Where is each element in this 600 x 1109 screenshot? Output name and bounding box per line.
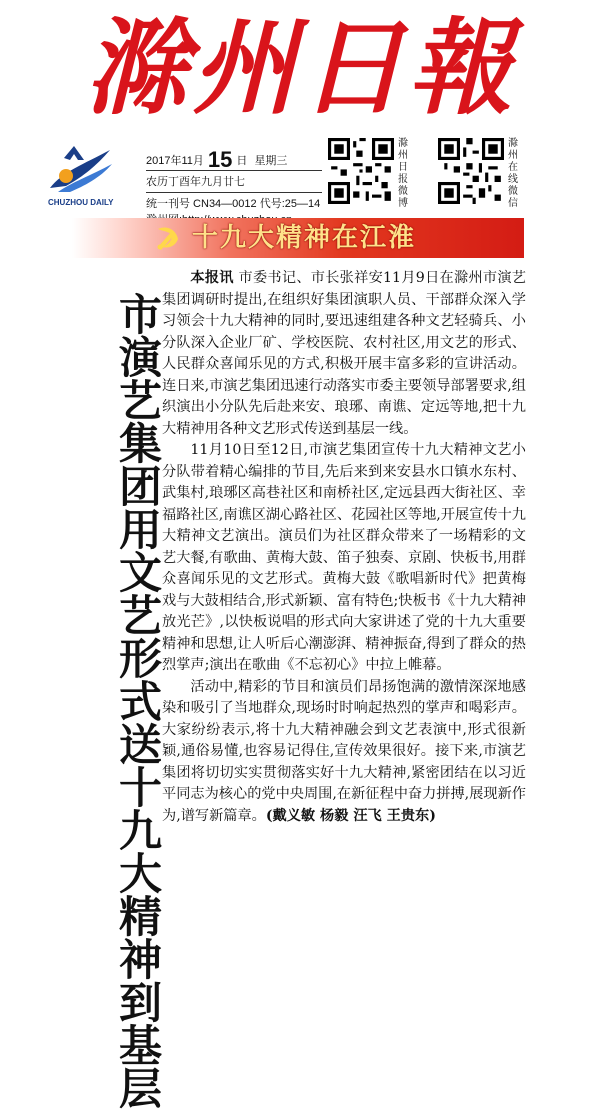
divider bbox=[146, 192, 322, 193]
headline-reserved-space bbox=[60, 268, 162, 1109]
serial-number: 统一刊号 CN34—0012 代号:25—14 bbox=[146, 198, 321, 210]
weibo-qr-code-icon[interactable] bbox=[328, 138, 394, 204]
issue-day-suffix: 日 bbox=[236, 155, 248, 167]
weibo-qr-label: 滁州日报微博 bbox=[398, 138, 408, 209]
logo-caption: CHUZHOU DAILY bbox=[48, 198, 114, 207]
wechat-qr-code-icon[interactable] bbox=[438, 138, 504, 204]
banner-title: 十九大精神在江淮 bbox=[192, 223, 417, 253]
wechat-qr-label: 滁州在线微信 bbox=[508, 138, 518, 209]
article-body bbox=[60, 268, 526, 1109]
lunar-date: 农历丁酉年九月廿七 bbox=[146, 176, 245, 188]
dateline-block bbox=[146, 147, 326, 228]
paragraph-text: 市委书记、市长张祥安11月9日在滁州市演艺集团调研时提出,在组织好集团演职人员、干部群众深入学习领会十九大精神的同时,要迅速组建各种文艺轻骑兵、小分队深入企业厂矿、学校医院、农村社区,用文艺的形式、人民群众喜闻乐见的方式,积极开展丰富多彩的宣讲活动。连日来,市演艺集团迅速行动落实市委主要领导部署要求,组织演出小分队先后赴来安、琅琊、南谯、定远等地,把十九大精神用各种文艺形式传送到基层一线。 bbox=[162, 270, 526, 437]
newspaper-masthead-title: 滁州日報 bbox=[83, 6, 516, 129]
issue-weekday: 星期三 bbox=[254, 155, 288, 167]
divider bbox=[146, 170, 322, 171]
issue-day: 15 bbox=[207, 147, 233, 172]
article-paragraph: 11月10日至12日,市演艺集团宣传十九大精神文艺小分队带着精心编排的节目,先后来到来安县水口镇水东村、武集村,琅琊区高巷社区和南桥社区,定远县西大街社区、幸福路社区,南谯区湖心路社区、花园社区等地,开展宣传十九大精神文艺演出。演员们为社区群众带来了一场精彩的文艺大餐,有歌曲、黄梅大鼓、笛子独奏、京剧、快板书,用群众喜闻乐见的文艺形式。黄梅大鼓《歌唱新时代》把黄梅戏与大鼓相结合,形式新颖、富有特色;快板书《十九大精神放光芒》,以快板说唱的形式向大家讲述了党的十九大重要精神和思想,让人听后心潮澎湃、精神振奋,得到了群众的热烈掌声;演出在歌曲《不忘初心》中拉上帷幕。 bbox=[162, 442, 526, 673]
lead-label: 本报讯 bbox=[190, 270, 234, 286]
party-emblem-icon bbox=[152, 223, 182, 253]
article-byline: (戴义敏 杨毅 汪飞 王贵东) bbox=[265, 807, 436, 824]
issue-date: 2017年11月 bbox=[146, 155, 204, 167]
section-banner bbox=[72, 218, 524, 258]
paragraph-text: 活动中,精彩的节目和演员们昂扬饱满的激情深深地感染和吸引了当地群众,现场时时响起热烈的掌声和喝彩声。大家纷纷表示,将十九大精神融会到文艺表演中,形式很新颖,通俗易懂,也容易记得住,宣传效果很好。接下来,市演艺集团将切切实实贯彻落实好十九大精神,紧密团结在以习近平同志为核心的党中央周围,在新征程中奋力拼搏,展现新作为,谱写新篇章。 bbox=[162, 678, 526, 824]
newspaper-logo-icon bbox=[44, 142, 116, 200]
article-headline: 市演艺集团用文艺形式送十九大精神到基层 bbox=[112, 292, 162, 1109]
